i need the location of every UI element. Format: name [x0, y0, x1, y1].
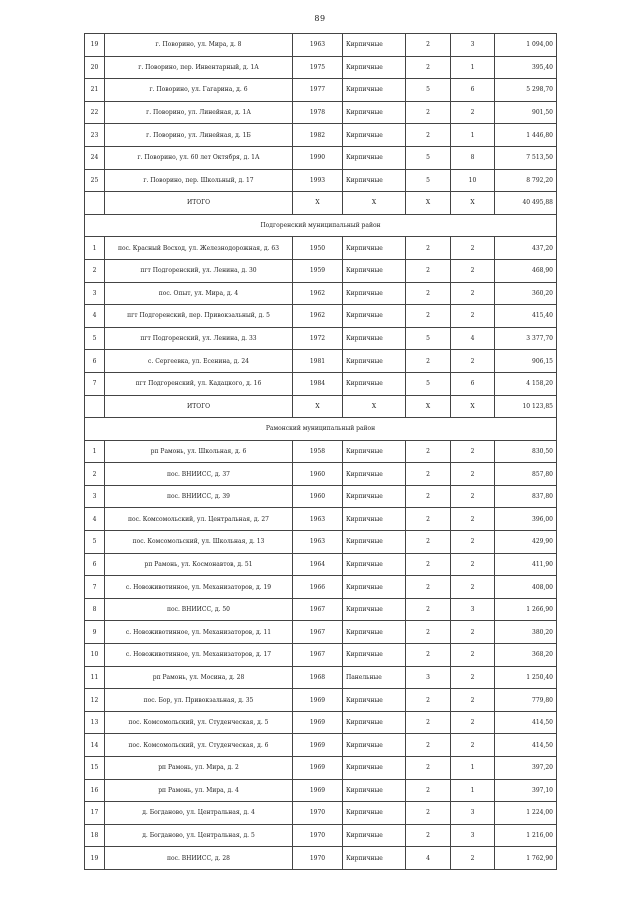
area-cell: 415,40	[495, 305, 557, 328]
floors-cell: 5	[406, 146, 451, 169]
floors-cell: 2	[406, 644, 451, 667]
row-number: 8	[85, 598, 105, 621]
area-cell: 1 250,40	[495, 666, 557, 689]
row-number: 17	[85, 802, 105, 825]
material-cell: Кирпичные	[343, 146, 406, 169]
material-cell: Кирпичные	[343, 305, 406, 328]
material-cell: Кирпичные	[343, 689, 406, 712]
address-cell: г. Поворино, пер. Инвентарный, д. 1А	[105, 56, 293, 79]
area-cell: 396,00	[495, 508, 557, 531]
row-number: 2	[85, 259, 105, 282]
area-cell: 397,10	[495, 779, 557, 802]
floors-cell: 2	[406, 757, 451, 780]
table-row	[85, 372, 557, 395]
floors-cell: 2	[406, 440, 451, 463]
entrances-cell: 2	[451, 621, 495, 644]
row-number: 9	[85, 621, 105, 644]
floors-cell: 2	[406, 621, 451, 644]
row-number: 5	[85, 531, 105, 554]
year-cell: 1967	[293, 644, 343, 667]
entrances-cell: 3	[451, 824, 495, 847]
table-row	[85, 644, 557, 667]
year-cell: 1969	[293, 779, 343, 802]
table-row	[85, 101, 557, 124]
row-number: 19	[85, 34, 105, 57]
address-cell: пос. ВНИИСС, д. 50	[105, 598, 293, 621]
year-cell: 1963	[293, 34, 343, 57]
floors-cell: 2	[406, 711, 451, 734]
total-number-cell	[85, 192, 105, 215]
floors-cell: 2	[406, 101, 451, 124]
section-header-row	[85, 214, 557, 237]
floors-cell: 5	[406, 327, 451, 350]
row-number: 21	[85, 79, 105, 102]
year-cell: 1981	[293, 350, 343, 373]
entrances-cell: 2	[451, 440, 495, 463]
row-number: 16	[85, 779, 105, 802]
row-number: 1	[85, 440, 105, 463]
table-body	[85, 34, 557, 870]
address-cell: пгт Подгоренский, ул. Ленина, д. 33	[105, 327, 293, 350]
entrances-cell: 2	[451, 508, 495, 531]
address-cell: пос. Комсомольский, ул. Центральная, д. 27	[105, 508, 293, 531]
area-cell: 1 266,90	[495, 598, 557, 621]
row-number: 6	[85, 553, 105, 576]
entrances-cell: 4	[451, 327, 495, 350]
address-cell: рп Рамонь, ул. Мосина, д. 28	[105, 666, 293, 689]
total-year-cell: Х	[293, 192, 343, 215]
table-row	[85, 711, 557, 734]
table-row	[85, 553, 557, 576]
total-row	[85, 192, 557, 215]
address-cell: пос. Опыт, ул. Мира, д. 4	[105, 282, 293, 305]
table-row	[85, 689, 557, 712]
row-number: 4	[85, 508, 105, 531]
area-cell: 429,90	[495, 531, 557, 554]
table-row	[85, 237, 557, 260]
address-cell: д. Богданово, ул. Центральная, д. 5	[105, 824, 293, 847]
year-cell: 1970	[293, 847, 343, 870]
table-row	[85, 598, 557, 621]
total-material-cell: Х	[343, 192, 406, 215]
table-row	[85, 124, 557, 147]
entrances-cell: 8	[451, 146, 495, 169]
year-cell: 1960	[293, 463, 343, 486]
material-cell: Кирпичные	[343, 485, 406, 508]
row-number: 7	[85, 372, 105, 395]
entrances-cell: 2	[451, 734, 495, 757]
table-row	[85, 666, 557, 689]
address-cell: рп Рамонь, ул. Мира, д. 2	[105, 757, 293, 780]
table-row	[85, 508, 557, 531]
material-cell: Кирпичные	[343, 101, 406, 124]
floors-cell: 2	[406, 689, 451, 712]
floors-cell: 2	[406, 34, 451, 57]
total-entrances-cell: Х	[451, 395, 495, 418]
area-cell: 1 216,00	[495, 824, 557, 847]
floors-cell: 2	[406, 734, 451, 757]
entrances-cell: 2	[451, 644, 495, 667]
total-label: ИТОГО	[105, 395, 293, 418]
material-cell: Кирпичные	[343, 372, 406, 395]
area-cell: 1 224,00	[495, 802, 557, 825]
address-cell: с. Новоживотинное, ул. Механизаторов, д. 19	[105, 576, 293, 599]
address-cell: пос. Комсомольский, ул. Студенческая, д. 5	[105, 711, 293, 734]
address-cell: с. Новоживотинное, ул. Механизаторов, д. 11	[105, 621, 293, 644]
year-cell: 1950	[293, 237, 343, 260]
page-number: 89	[314, 14, 326, 23]
material-cell: Кирпичные	[343, 34, 406, 57]
row-number: 15	[85, 757, 105, 780]
year-cell: 1990	[293, 146, 343, 169]
row-number: 6	[85, 350, 105, 373]
section-title: Рамонский муниципальный район	[85, 418, 557, 441]
year-cell: 1969	[293, 689, 343, 712]
entrances-cell: 2	[451, 689, 495, 712]
material-cell: Кирпичные	[343, 327, 406, 350]
floors-cell: 2	[406, 350, 451, 373]
material-cell: Кирпичные	[343, 282, 406, 305]
entrances-cell: 2	[451, 101, 495, 124]
address-cell: пос. Комсомольский, ул. Школьная, д. 13	[105, 531, 293, 554]
entrances-cell: 6	[451, 79, 495, 102]
floors-cell: 2	[406, 237, 451, 260]
material-cell: Кирпичные	[343, 531, 406, 554]
area-cell: 360,20	[495, 282, 557, 305]
table-row	[85, 305, 557, 328]
table-row	[85, 824, 557, 847]
entrances-cell: 2	[451, 576, 495, 599]
entrances-cell: 2	[451, 463, 495, 486]
address-cell: пгт Подгоренский, ул. Ленина, д. 30	[105, 259, 293, 282]
total-area-cell: 40 495,88	[495, 192, 557, 215]
table-row	[85, 146, 557, 169]
floors-cell: 2	[406, 824, 451, 847]
row-number: 14	[85, 734, 105, 757]
area-cell: 1 446,80	[495, 124, 557, 147]
table-row	[85, 621, 557, 644]
area-cell: 414,50	[495, 734, 557, 757]
area-cell: 414,50	[495, 711, 557, 734]
row-number: 24	[85, 146, 105, 169]
total-year-cell: Х	[293, 395, 343, 418]
material-cell: Кирпичные	[343, 757, 406, 780]
area-cell: 395,40	[495, 56, 557, 79]
material-cell: Кирпичные	[343, 553, 406, 576]
year-cell: 1969	[293, 757, 343, 780]
floors-cell: 2	[406, 802, 451, 825]
year-cell: 1966	[293, 576, 343, 599]
table-row	[85, 463, 557, 486]
year-cell: 1970	[293, 802, 343, 825]
material-cell: Кирпичные	[343, 621, 406, 644]
year-cell: 1969	[293, 734, 343, 757]
year-cell: 1969	[293, 711, 343, 734]
material-cell: Кирпичные	[343, 259, 406, 282]
entrances-cell: 2	[451, 485, 495, 508]
floors-cell: 2	[406, 576, 451, 599]
entrances-cell: 2	[451, 531, 495, 554]
address-cell: рп Рамонь, ул. Космонавтов, д. 51	[105, 553, 293, 576]
total-area-cell: 10 123,85	[495, 395, 557, 418]
row-number: 22	[85, 101, 105, 124]
year-cell: 1959	[293, 259, 343, 282]
floors-cell: 2	[406, 282, 451, 305]
table-row	[85, 440, 557, 463]
floors-cell: 2	[406, 56, 451, 79]
area-cell: 1 762,90	[495, 847, 557, 870]
material-cell: Кирпичные	[343, 847, 406, 870]
material-cell: Кирпичные	[343, 802, 406, 825]
section-header-row	[85, 418, 557, 441]
year-cell: 1970	[293, 824, 343, 847]
row-number: 20	[85, 56, 105, 79]
row-number: 13	[85, 711, 105, 734]
year-cell: 1963	[293, 531, 343, 554]
year-cell: 1984	[293, 372, 343, 395]
row-number: 23	[85, 124, 105, 147]
area-cell: 8 792,20	[495, 169, 557, 192]
address-cell: с. Сергеевка, ул. Есенина, д. 24	[105, 350, 293, 373]
address-cell: г. Поворино, ул. Линейная, д. 1А	[105, 101, 293, 124]
address-cell: пгт Подгоренский, ул. Кадацкого, д. 16	[105, 372, 293, 395]
table-row	[85, 169, 557, 192]
total-floors-cell: Х	[406, 395, 451, 418]
housing-register-table	[84, 33, 557, 870]
entrances-cell: 10	[451, 169, 495, 192]
floors-cell: 2	[406, 305, 451, 328]
table-row	[85, 485, 557, 508]
area-cell: 411,90	[495, 553, 557, 576]
material-cell: Кирпичные	[343, 779, 406, 802]
year-cell: 1962	[293, 305, 343, 328]
floors-cell: 2	[406, 508, 451, 531]
table-row	[85, 576, 557, 599]
address-cell: д. Богданово, ул. Центральная, д. 4	[105, 802, 293, 825]
year-cell: 1978	[293, 101, 343, 124]
area-cell: 830,50	[495, 440, 557, 463]
floors-cell: 5	[406, 169, 451, 192]
entrances-cell: 1	[451, 779, 495, 802]
entrances-cell: 2	[451, 666, 495, 689]
floors-cell: 2	[406, 259, 451, 282]
floors-cell: 2	[406, 779, 451, 802]
area-cell: 408,00	[495, 576, 557, 599]
address-cell: пос. ВНИИСС, д. 39	[105, 485, 293, 508]
floors-cell: 2	[406, 531, 451, 554]
year-cell: 1982	[293, 124, 343, 147]
table-row	[85, 734, 557, 757]
row-number: 19	[85, 847, 105, 870]
row-number: 18	[85, 824, 105, 847]
year-cell: 1977	[293, 79, 343, 102]
total-label: ИТОГО	[105, 192, 293, 215]
address-cell: пос. Комсомольский, ул. Студенческая, д. 6	[105, 734, 293, 757]
entrances-cell: 3	[451, 598, 495, 621]
material-cell: Кирпичные	[343, 56, 406, 79]
material-cell: Панельные	[343, 666, 406, 689]
year-cell: 1962	[293, 282, 343, 305]
material-cell: Кирпичные	[343, 440, 406, 463]
material-cell: Кирпичные	[343, 350, 406, 373]
year-cell: 1975	[293, 56, 343, 79]
area-cell: 901,50	[495, 101, 557, 124]
material-cell: Кирпичные	[343, 576, 406, 599]
material-cell: Кирпичные	[343, 79, 406, 102]
area-cell: 5 298,70	[495, 79, 557, 102]
area-cell: 397,20	[495, 757, 557, 780]
entrances-cell: 2	[451, 553, 495, 576]
year-cell: 1993	[293, 169, 343, 192]
area-cell: 1 094,00	[495, 34, 557, 57]
floors-cell: 2	[406, 124, 451, 147]
address-cell: г. Поворино, ул. 60 лет Октября, д. 1А	[105, 146, 293, 169]
table-row	[85, 56, 557, 79]
area-cell: 837,80	[495, 485, 557, 508]
entrances-cell: 1	[451, 56, 495, 79]
total-number-cell	[85, 395, 105, 418]
row-number: 2	[85, 463, 105, 486]
row-number: 10	[85, 644, 105, 667]
floors-cell: 5	[406, 79, 451, 102]
floors-cell: 2	[406, 553, 451, 576]
entrances-cell: 1	[451, 124, 495, 147]
year-cell: 1967	[293, 621, 343, 644]
address-cell: пос. Красный Восход, ул. Железнодорожная, д. 63	[105, 237, 293, 260]
floors-cell: 3	[406, 666, 451, 689]
floors-cell: 2	[406, 463, 451, 486]
year-cell: 1968	[293, 666, 343, 689]
area-cell: 857,80	[495, 463, 557, 486]
entrances-cell: 3	[451, 34, 495, 57]
floors-cell: 2	[406, 485, 451, 508]
total-material-cell: Х	[343, 395, 406, 418]
material-cell: Кирпичные	[343, 508, 406, 531]
address-cell: пос. Бор, ул. Привокзальная, д. 35	[105, 689, 293, 712]
entrances-cell: 2	[451, 237, 495, 260]
entrances-cell: 2	[451, 282, 495, 305]
material-cell: Кирпичные	[343, 711, 406, 734]
entrances-cell: 1	[451, 757, 495, 780]
address-cell: г. Поворино, ул. Линейная, д. 1Б	[105, 124, 293, 147]
year-cell: 1960	[293, 485, 343, 508]
table-row	[85, 531, 557, 554]
entrances-cell: 2	[451, 305, 495, 328]
address-cell: г. Поворино, ул. Гагарина, д. 6	[105, 79, 293, 102]
area-cell: 437,20	[495, 237, 557, 260]
row-number: 5	[85, 327, 105, 350]
year-cell: 1958	[293, 440, 343, 463]
area-cell: 468,90	[495, 259, 557, 282]
material-cell: Кирпичные	[343, 124, 406, 147]
area-cell: 4 158,20	[495, 372, 557, 395]
row-number: 3	[85, 282, 105, 305]
entrances-cell: 3	[451, 802, 495, 825]
year-cell: 1964	[293, 553, 343, 576]
address-cell: с. Новоживотинное, ул. Механизаторов, д. 17	[105, 644, 293, 667]
entrances-cell: 2	[451, 350, 495, 373]
year-cell: 1972	[293, 327, 343, 350]
material-cell: Кирпичные	[343, 824, 406, 847]
section-title: Подгоренский муниципальный район	[85, 214, 557, 237]
material-cell: Кирпичные	[343, 644, 406, 667]
total-row	[85, 395, 557, 418]
table-row	[85, 350, 557, 373]
entrances-cell: 2	[451, 711, 495, 734]
table-row	[85, 327, 557, 350]
address-cell: рп Рамонь, ул. Мира, д. 4	[105, 779, 293, 802]
entrances-cell: 2	[451, 259, 495, 282]
address-cell: пос. ВНИИСС, д. 37	[105, 463, 293, 486]
address-cell: пгт Подгоренский, пер. Привокзальный, д. 5	[105, 305, 293, 328]
row-number: 11	[85, 666, 105, 689]
table-row	[85, 34, 557, 57]
area-cell: 368,20	[495, 644, 557, 667]
year-cell: 1963	[293, 508, 343, 531]
address-cell: пос. ВНИИСС, д. 28	[105, 847, 293, 870]
material-cell: Кирпичные	[343, 598, 406, 621]
address-cell: рп Рамонь, ул. Школьная, д. 6	[105, 440, 293, 463]
table-row	[85, 802, 557, 825]
entrances-cell: 6	[451, 372, 495, 395]
total-floors-cell: Х	[406, 192, 451, 215]
year-cell: 1967	[293, 598, 343, 621]
table-row	[85, 847, 557, 870]
area-cell: 7 513,50	[495, 146, 557, 169]
row-number: 1	[85, 237, 105, 260]
area-cell: 3 377,70	[495, 327, 557, 350]
total-entrances-cell: Х	[451, 192, 495, 215]
area-cell: 906,15	[495, 350, 557, 373]
table-row	[85, 757, 557, 780]
material-cell: Кирпичные	[343, 734, 406, 757]
table-row	[85, 282, 557, 305]
floors-cell: 2	[406, 598, 451, 621]
material-cell: Кирпичные	[343, 237, 406, 260]
area-cell: 779,80	[495, 689, 557, 712]
row-number: 25	[85, 169, 105, 192]
row-number: 12	[85, 689, 105, 712]
row-number: 4	[85, 305, 105, 328]
material-cell: Кирпичные	[343, 463, 406, 486]
area-cell: 380,20	[495, 621, 557, 644]
floors-cell: 5	[406, 372, 451, 395]
address-cell: г. Поворино, пер. Школьный, д. 17	[105, 169, 293, 192]
material-cell: Кирпичные	[343, 169, 406, 192]
table-row	[85, 259, 557, 282]
table-row	[85, 779, 557, 802]
address-cell: г. Поворино, ул. Мира, д. 8	[105, 34, 293, 57]
table-row	[85, 79, 557, 102]
entrances-cell: 2	[451, 847, 495, 870]
row-number: 3	[85, 485, 105, 508]
floors-cell: 4	[406, 847, 451, 870]
row-number: 7	[85, 576, 105, 599]
